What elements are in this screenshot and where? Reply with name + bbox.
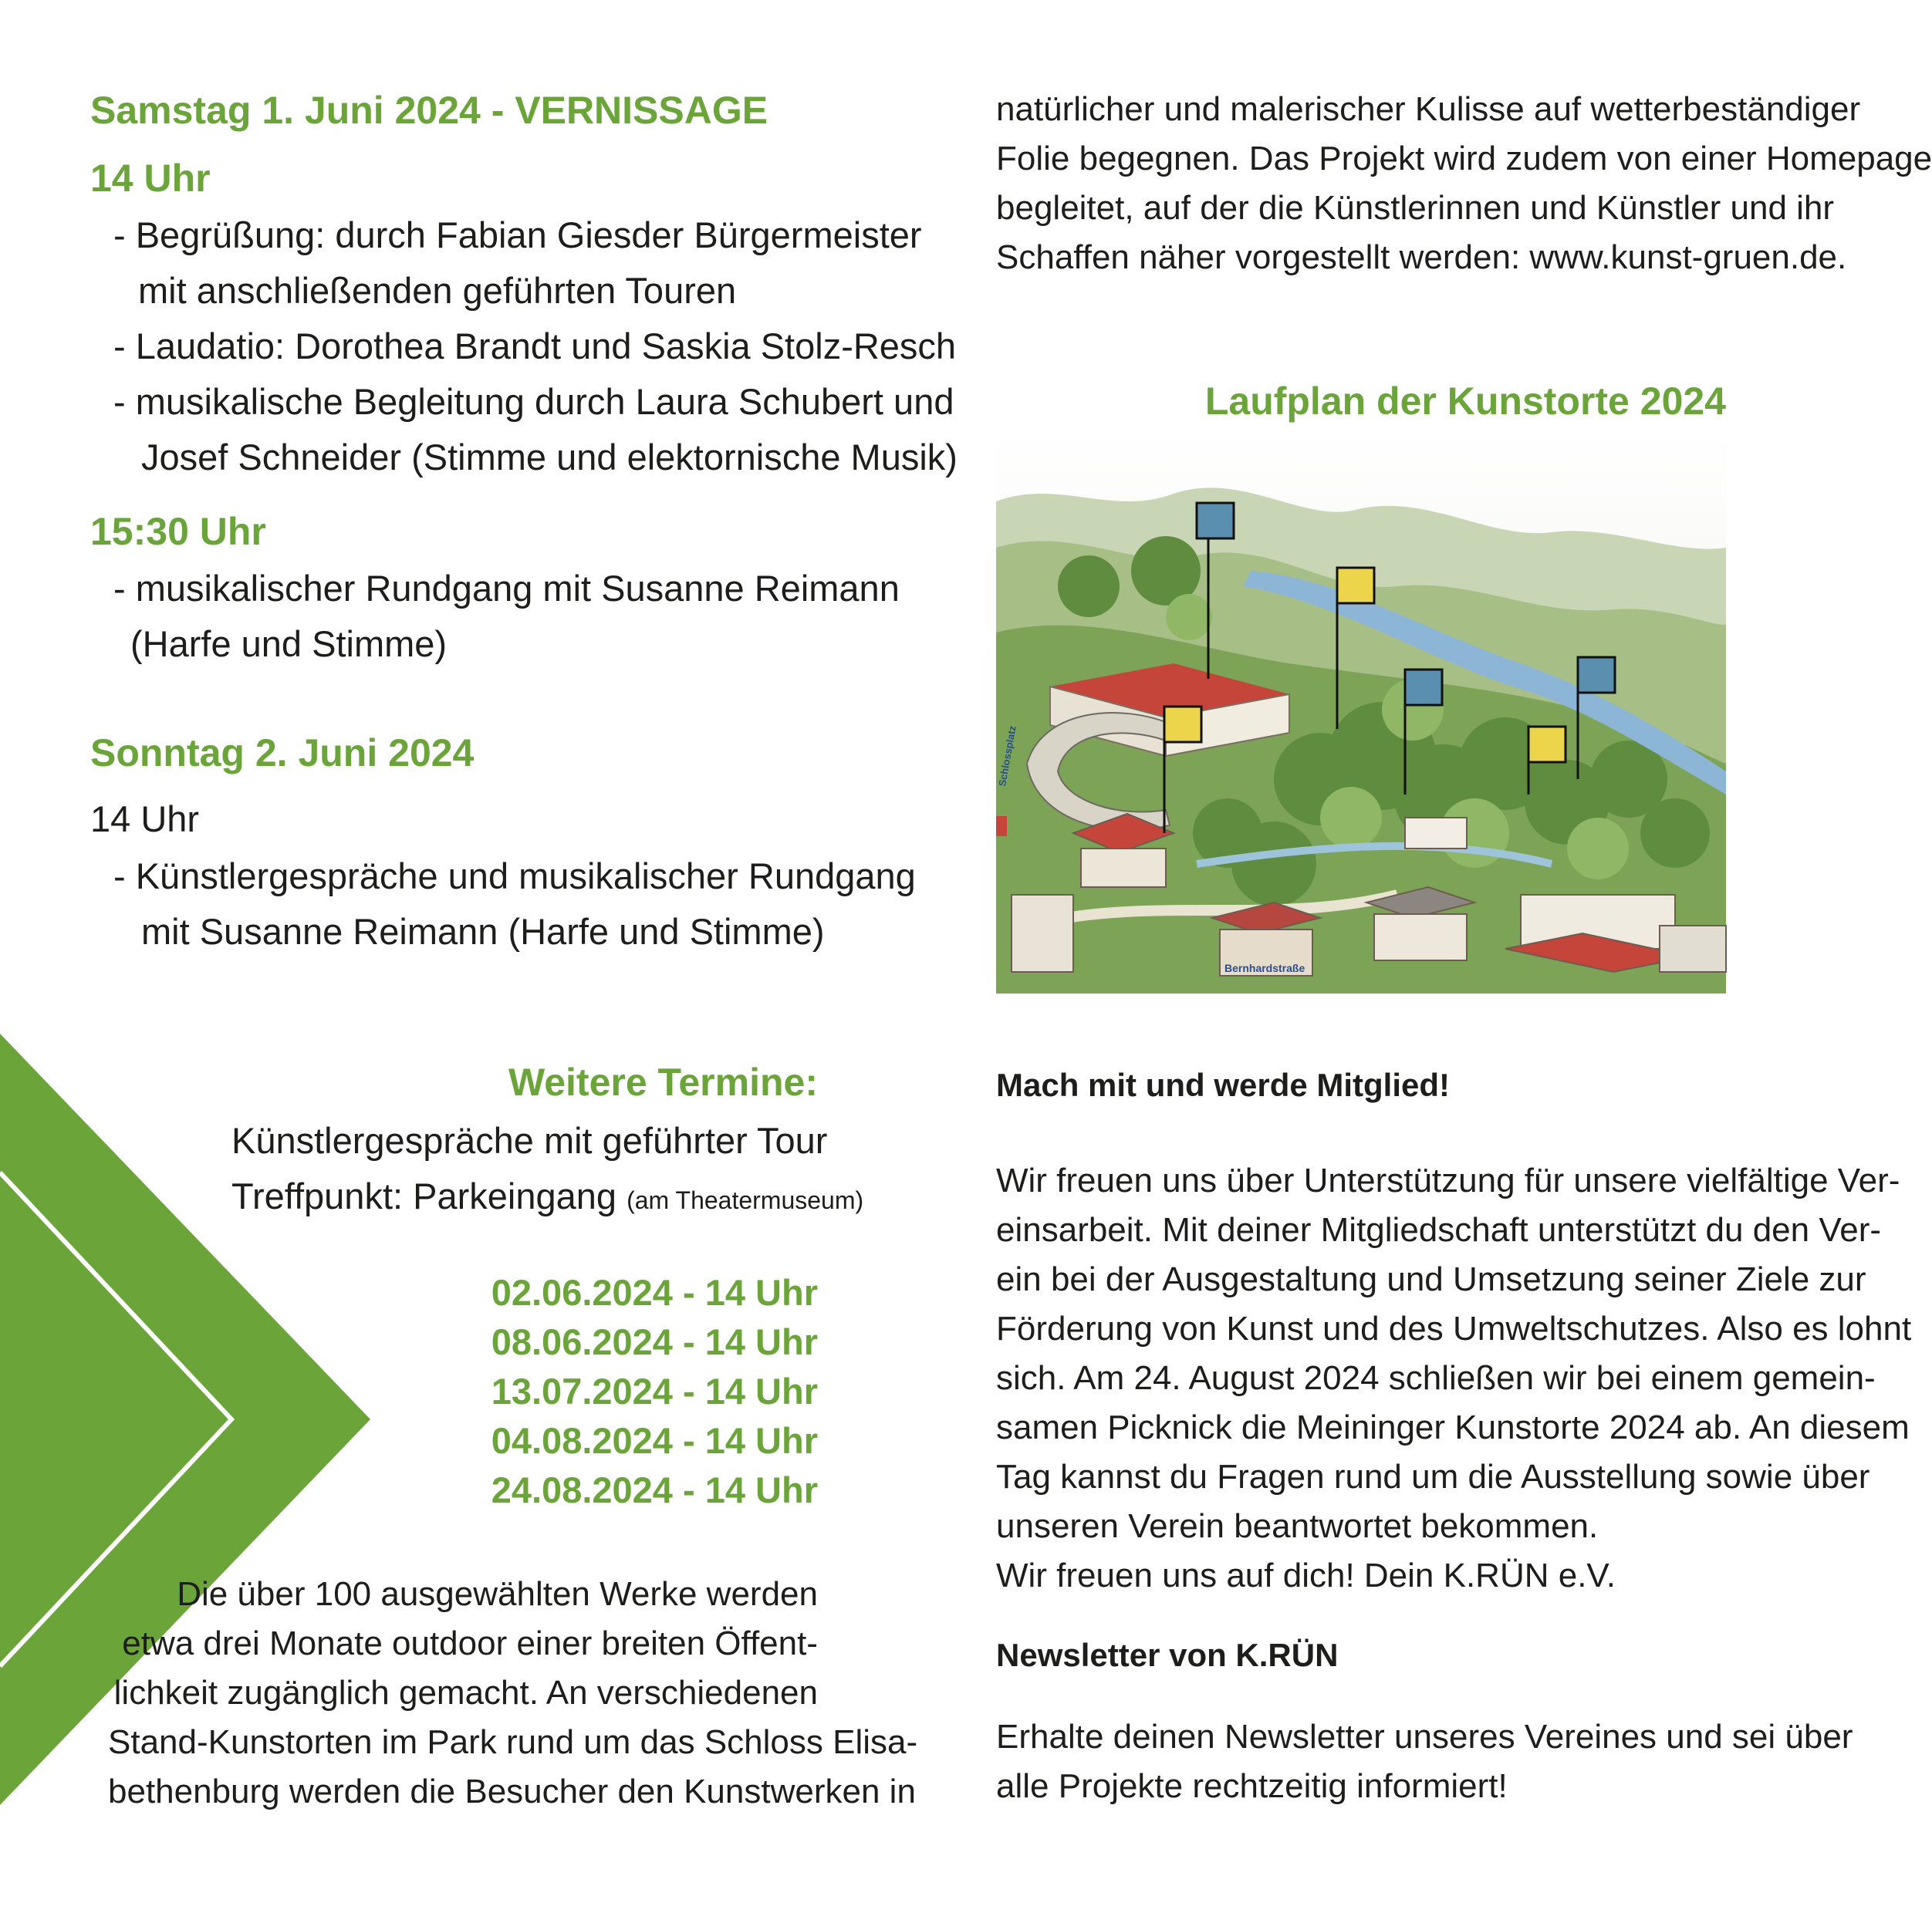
paragraph-line: begleitet, auf der die Künstlerinnen und Künstler und ihr [996, 189, 1835, 227]
dates-list [231, 1268, 818, 1515]
saturday-section [90, 81, 958, 672]
map-heading: Laufplan der Kunstorte 2024 [1204, 380, 1726, 423]
date-item: 13.07.2024 - 14 Uhr [491, 1371, 818, 1412]
paragraph-line: lichkeit zugänglich gemacht. An verschiedenen [113, 1674, 818, 1712]
paragraph-line: samen Picknick die Meininger Kunstorte 2024 ab. An diesem [996, 1409, 1910, 1446]
list-item: - Begrüßung: durch Fabian Giesder Bürgermeister [113, 214, 922, 255]
paragraph-line: Erhalte deinen Newsletter unseres Vereines und sei über [996, 1718, 1853, 1756]
continued-paragraph [996, 85, 1932, 282]
newsletter-section [996, 1631, 1853, 1811]
works-paragraph [108, 1570, 918, 1817]
date-item: 02.06.2024 - 14 Uhr [491, 1272, 818, 1313]
meeting-point-detail: (am Theatermuseum) [627, 1186, 864, 1214]
sunday-time: 14 Uhr [90, 798, 200, 839]
paragraph-line: natürlicher und malerischer Kulisse auf wetterbeständiger [996, 90, 1861, 128]
paragraph-line: Förderung von Kunst und des Umweltschutzes. Also es lohnt [996, 1310, 1912, 1348]
paragraph-line: etwa drei Monate outdoor einer breiten Öffent- [122, 1625, 818, 1662]
paragraph-line: bethenburg werden die Besucher den Kunstwerken in [108, 1773, 916, 1810]
newsletter-heading: Newsletter von K.RÜN [996, 1637, 1339, 1673]
more-dates-heading: Weitere Termine: [508, 1061, 818, 1104]
saturday-time-14: 14 Uhr [90, 157, 211, 200]
list-item: - Laudatio: Dorothea Brandt und Saskia Stolz-Resch [113, 326, 957, 366]
paragraph-line: Tag kannst du Fragen rund um die Ausstellung sowie über [996, 1458, 1870, 1496]
membership-section [996, 1061, 1912, 1601]
paragraph-line: ein bei der Ausgestaltung und Umsetzung seiner Ziele zur [996, 1260, 1866, 1298]
paragraph-line: Folie begegnen. Das Projekt wird zudem von einer Homepage [996, 140, 1932, 177]
street-label-schlossplatz: Schlossplatz [996, 724, 1018, 788]
list-item: - musikalische Begleitung durch Laura Schubert und [113, 381, 954, 422]
more-dates-section [231, 1053, 864, 1515]
more-dates-line1: Künstlergespräche mit geführter Tour [231, 1120, 828, 1161]
paragraph-line: alle Projekte rechtzeitig informiert! [996, 1767, 1508, 1805]
saturday-time-1530: 15:30 Uhr [90, 510, 266, 553]
park-map-illustration [996, 432, 1726, 994]
list-item: - musikalischer Rundgang mit Susanne Reimann [113, 568, 900, 609]
paragraph-line: sich. Am 24. August 2024 schließen wir bei einem gemein- [996, 1359, 1876, 1397]
membership-heading: Mach mit und werde Mitglied! [996, 1067, 1451, 1103]
meeting-point: Treffpunkt: Parkeingang [231, 1176, 617, 1216]
list-item: mit anschließenden geführten Touren [138, 270, 737, 311]
paragraph-line: Die über 100 ausgewählten Werke werden [177, 1575, 818, 1613]
paragraph-line: Schaffen näher vorgestellt werden: www.kunst-gruen.de. [996, 238, 1847, 276]
paragraph-line: Stand-Kunstorten im Park rund um das Schloss Elisa- [108, 1723, 918, 1761]
list-item: - Künstlergespräche und musikalischer Rundgang [113, 855, 916, 896]
date-item: 08.06.2024 - 14 Uhr [491, 1321, 818, 1362]
list-item: (Harfe und Stimme) [130, 623, 448, 664]
more-dates-line2 [231, 1169, 864, 1228]
saturday-heading: Samstag 1. Juni 2024 - VERNISSAGE [90, 89, 768, 132]
paragraph-line: Wir freuen uns auf dich! Dein K.RÜN e.V. [996, 1557, 1616, 1594]
sunday-heading: Sonntag 2. Juni 2024 [90, 731, 475, 774]
sunday-section [90, 724, 916, 960]
date-item: 24.08.2024 - 14 Uhr [491, 1469, 818, 1510]
paragraph-line: Wir freuen uns über Unterstützung für unsere vielfältige Ver- [996, 1162, 1900, 1199]
list-item: Josef Schneider (Stimme und elektornische Musik) [141, 437, 958, 477]
list-item: mit Susanne Reimann (Harfe und Stimme) [141, 911, 825, 952]
street-label-bernhardstrasse: Bernhardstraße [1224, 962, 1305, 974]
date-item: 04.08.2024 - 14 Uhr [491, 1420, 818, 1461]
paragraph-line: unseren Verein beantwortet bekommen. [996, 1507, 1599, 1545]
paragraph-line: einsarbeit. Mit deiner Mitgliedschaft unterstützt du den Ver- [996, 1211, 1882, 1249]
